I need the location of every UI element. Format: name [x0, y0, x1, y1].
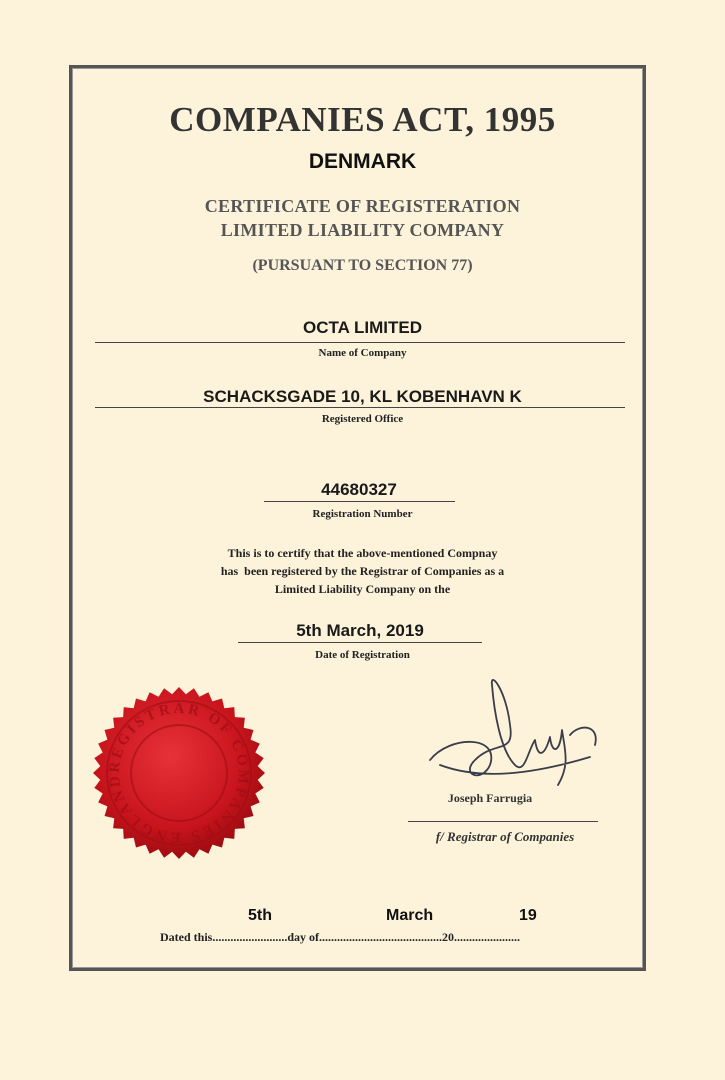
certificate-heading: CERTIFICATE OF REGISTERATION — [204, 196, 521, 216]
certify-statement — [0, 544, 725, 598]
dated-line: Dated this.........................day of.........................................20...................... — [160, 930, 521, 944]
dated-month: March — [386, 907, 434, 924]
svg-text:REGISTRAR OF COMPANIES ENGLAND: REGISTRAR OF COMPANIES ENGLAND — [106, 700, 252, 846]
dated-year: 19 — [519, 907, 537, 924]
certify-line-1: This is to certify that the above-mentioned Compnay — [227, 546, 498, 560]
registered-office-label: Registered Office — [321, 413, 404, 425]
company-name: OCTA LIMITED — [303, 318, 422, 337]
certify-line-3: Limited Liability Company on the — [274, 582, 451, 596]
registration-date-label: Date of Registration — [315, 649, 410, 661]
company-name-line — [95, 342, 625, 343]
wax-seal — [90, 684, 268, 862]
pursuant-note: (PURSUANT TO SECTION 77) — [252, 257, 473, 274]
signatory-name: Joseph Farrugia — [447, 791, 533, 805]
company-type-heading: LIMITED LIABILITY COMPANY — [220, 220, 505, 240]
signature-graphic — [420, 665, 610, 795]
act-title: COMPANIES ACT, 1995 — [169, 100, 556, 139]
country-name: DENMARK — [308, 150, 417, 173]
registrar-title: f/ Registrar of Companies — [435, 829, 575, 844]
certify-line-2: has been registered by the Registrar of Companies as a — [220, 564, 505, 578]
dated-day: 5th — [248, 907, 272, 924]
signature — [420, 665, 610, 795]
company-name-label: Name of Company — [318, 347, 407, 359]
registration-date-line — [238, 642, 482, 643]
registered-office-line — [95, 407, 625, 408]
registered-office: SCHACKSGADE 10, KL KOBENHAVN K — [203, 387, 522, 406]
signature-line — [408, 821, 598, 822]
wax-seal-graphic — [90, 684, 268, 862]
registration-number-label: Registration Number — [312, 508, 413, 520]
registration-number: 44680327 — [321, 480, 397, 499]
registration-date: 5th March, 2019 — [296, 621, 424, 640]
registration-number-line — [264, 501, 455, 502]
